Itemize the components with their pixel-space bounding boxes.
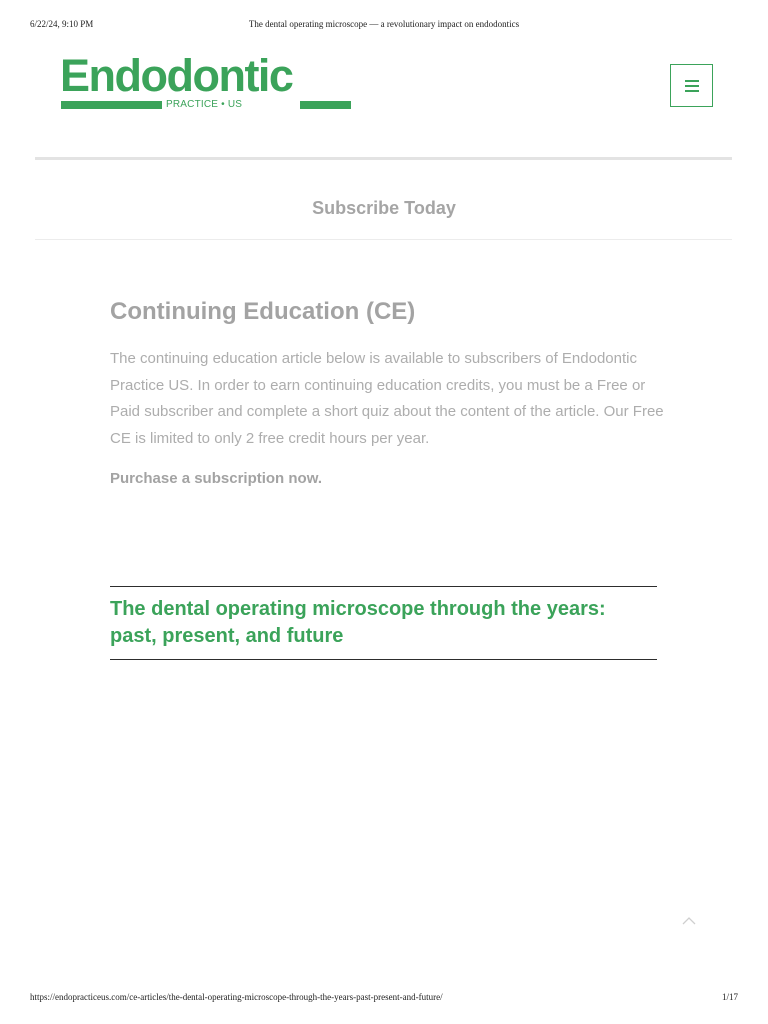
print-datetime: 6/22/24, 9:10 PM [30, 19, 94, 29]
print-url: https://endopracticeus.com/ce-articles/the-dental-operating-microscope-through-the-years-past-present-and-future/ [30, 992, 443, 1002]
article-title-rule-top [110, 586, 657, 587]
print-footer [30, 992, 738, 1006]
article-title: The dental operating microscope through the years: past, present, and future [110, 598, 606, 647]
ce-section-body: The continuing education article below is available to subscribers of Endodontic Practice US. In order to earn continuing education credits, you must be a Free or Paid subscriber and complete a short quiz about the content of the article. Our Free CE is limited to only 2 free credit hours per year. [110, 350, 664, 447]
logo-wordmark: Endodontic [60, 50, 293, 101]
hamburger-menu-icon [685, 85, 699, 87]
logo-bar-right [300, 101, 351, 109]
header-divider [35, 157, 732, 160]
ce-section-title: Continuing Education (CE) [110, 298, 416, 325]
logo-subline: PRACTICE • US [166, 99, 243, 110]
subscribe-divider [35, 239, 732, 240]
logo-bar-left [61, 101, 162, 109]
print-document-title: The dental operating microscope — a revolutionary impact on endodontics [248, 19, 520, 29]
article-title-rule-bottom [110, 659, 657, 660]
print-header [30, 19, 738, 33]
scroll-to-top-button[interactable] [680, 912, 698, 930]
chevron-up-icon [680, 912, 698, 930]
site-logo[interactable] [60, 50, 293, 114]
menu-button[interactable] [670, 64, 713, 107]
hamburger-menu-icon [685, 90, 699, 92]
subscribe-today-link[interactable]: Subscribe Today [312, 198, 456, 218]
purchase-subscription-link[interactable]: Purchase a subscription now. [110, 470, 322, 487]
hamburger-menu-icon [685, 80, 699, 82]
print-page-indicator: 1/17 [721, 992, 738, 1002]
